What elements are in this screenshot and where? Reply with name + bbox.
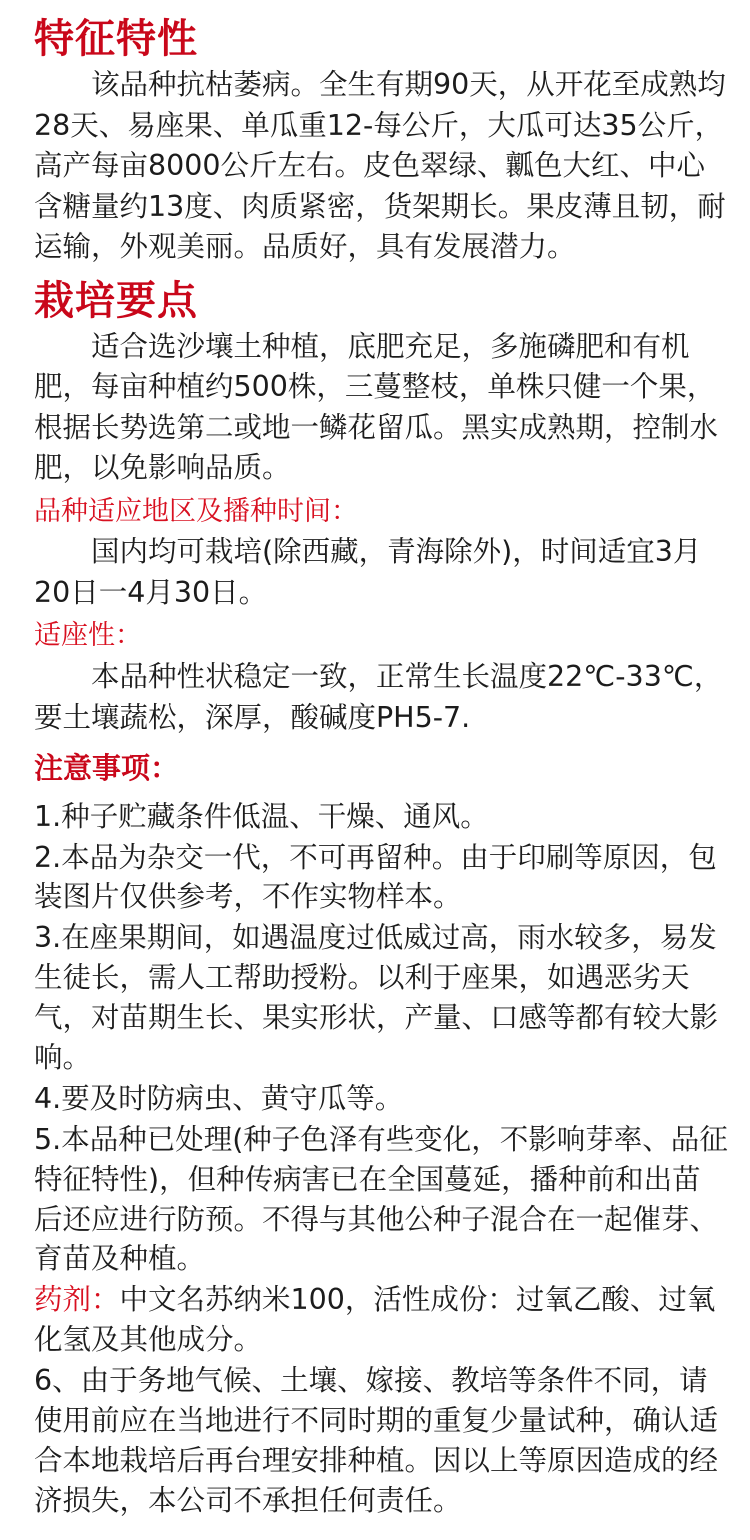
features-heading: 特征特性 <box>34 16 198 62</box>
list-item: 2.本品为杂交一代，不可再留种。由于印刷等原因，包装图片仅供参考，不作实物样本。 <box>34 840 717 914</box>
features-body: 该品种抗枯萎病。全生有期90天，从开花至成熟均28天、易座果、单瓜重12-每公斤，大瓜可达35公斤，高产每亩8000公斤左右。皮色翠绿、瓤色大红、中心含糖量约13度、肉质紧密，货架期长。果皮薄且韧，耐运输，外观美丽。品质好，具有发展潜力。 <box>34 68 726 264</box>
list-item-last: 6、由于务地气候、土壤、嫁接、教培等条件不同，请使用前应在当地进行不同时期的重复少量试种，确认适合本地栽培后再台理安排种植。因以上等原因造成的经济损失，本公司不承担任何责任。 <box>34 1364 719 1517</box>
cultivation-body: 适合选沙壤土种植，底肥充足，多施磷肥和有机肥，每亩种植约500株，三蔓整枝，单株只健一个果，根据长势选第二或地一鳞花留瓜。黑实成熟期，控制水肥，以免影响品质。 <box>34 329 719 485</box>
notice-heading: 注意事项： <box>34 751 180 786</box>
region-subheading: 品种适应地区及播种时间： <box>34 495 358 527</box>
agent-label: 药剂： <box>34 1283 120 1317</box>
list-item: 1.种子贮藏条件低温、干燥、通风。 <box>34 799 489 833</box>
agent-line <box>34 1280 728 1360</box>
agent-text: 中文名苏纳米100，活性成份：过氧乙酸、过氧化氢及其他成分。 <box>34 1283 716 1357</box>
list-item: 4.要及时防病虫、黄守瓜等。 <box>34 1081 404 1115</box>
adaptability-body: 本品种性状稳定一致，正常生长温度22℃-33℃，要土壤蔬松，深厚，酸碱度PH5-7. <box>34 660 723 734</box>
notice-list <box>34 797 728 1521</box>
adaptability-subheading: 适座性： <box>34 620 142 652</box>
list-item: 5.本品种已处理(种子色泽有些变化，不影响芽率、品征特征特性)，但种传病害已在全国蔓延，播种前和出苗后还应进行防预。不得与其他公种子混合在一起催芽、育苗及种植。 <box>34 1122 728 1276</box>
region-body: 国内均可栽培(除西藏，青海除外)，时间适宜3月20日一4月30日。 <box>34 535 702 609</box>
cultivation-heading: 栽培要点 <box>34 277 198 324</box>
list-item: 3.在座果期间，如遇温度过低威过高，雨水较多，易发生徒长，需人工帮助授粉。以利于座果，如遇恶劣天气，对苗期生长、果实形状，产量、口感等都有较大影响。 <box>34 921 719 1074</box>
